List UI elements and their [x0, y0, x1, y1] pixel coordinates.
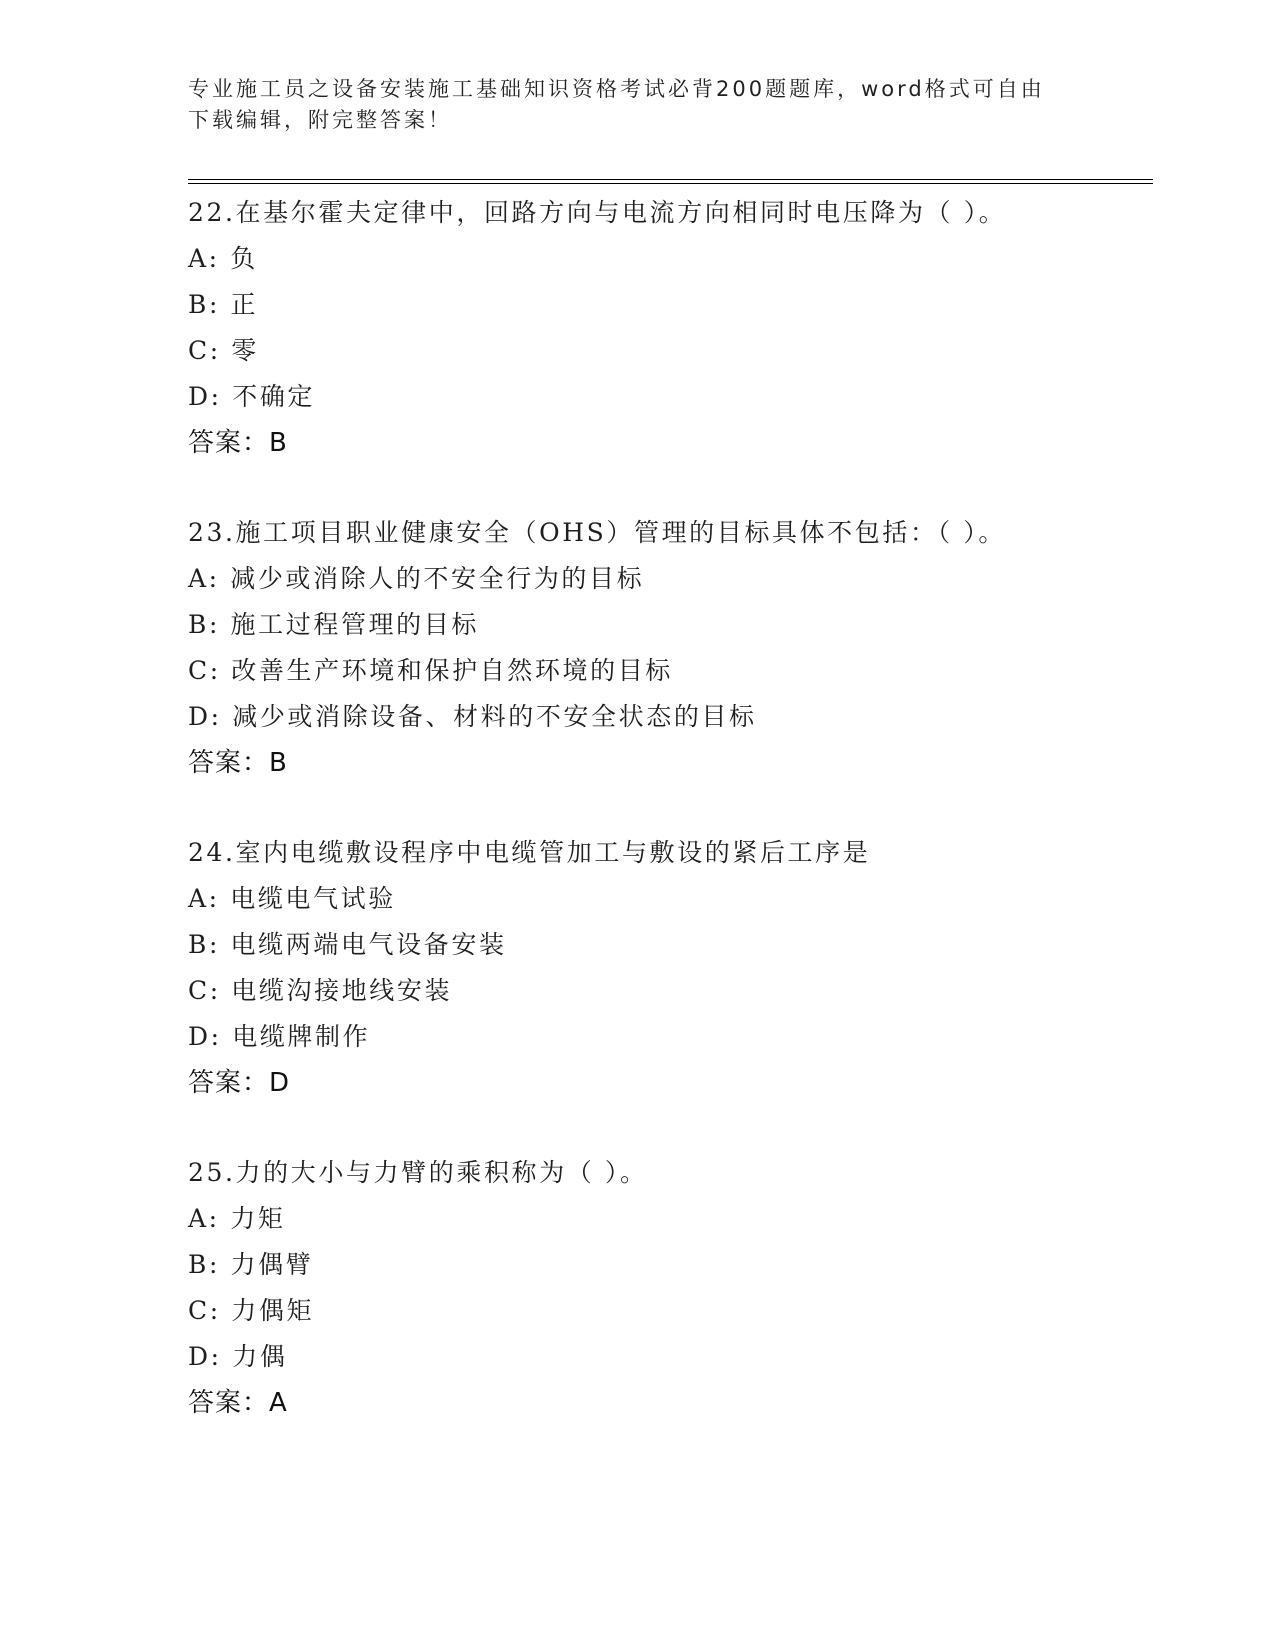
option-a: A: 减少或消除人的不安全行为的目标	[188, 564, 645, 593]
header-divider-bottom	[188, 183, 1153, 184]
option-d: D: 力偶	[188, 1342, 288, 1371]
option-b: B: 力偶臂	[188, 1250, 314, 1279]
question-22	[188, 190, 1153, 510]
option-a: A: 力矩	[188, 1204, 286, 1233]
option-d: D: 电缆牌制作	[188, 1022, 371, 1051]
option-d: D: 减少或消除设备、材料的不安全状态的目标	[188, 702, 757, 731]
option-c: C: 改善生产环境和保护自然环境的目标	[188, 656, 673, 685]
answer-line: 答案：B	[188, 748, 288, 778]
question-24	[188, 830, 1153, 1150]
option-b: B: 电缆两端电气设备安装	[188, 930, 507, 959]
option-a: A: 负	[188, 244, 258, 273]
question-stem: 22.在基尔霍夫定律中，回路方向与电流方向相同时电压降为（ ）。	[188, 198, 1007, 227]
question-23	[188, 510, 1153, 830]
header-line-2: 下载编辑，附完整答案！	[188, 108, 452, 132]
question-stem: 25.力的大小与力臂的乘积称为（ ）。	[188, 1158, 648, 1187]
option-b: B: 施工过程管理的目标	[188, 610, 479, 639]
option-a: A: 电缆电气试验	[188, 884, 396, 913]
question-25	[188, 1150, 1153, 1470]
option-c: C: 力偶矩	[188, 1296, 315, 1325]
document-header	[188, 74, 1068, 136]
answer-line: 答案：D	[188, 1068, 291, 1098]
answer-line: 答案：A	[188, 1388, 288, 1418]
option-b: B: 正	[188, 290, 259, 319]
question-stem: 24.室内电缆敷设程序中电缆管加工与敷设的紧后工序是	[188, 838, 871, 867]
question-list	[188, 190, 1153, 1470]
option-d: D: 不确定	[188, 382, 316, 411]
header-divider-top	[188, 179, 1153, 180]
option-c: C: 零	[188, 336, 259, 365]
option-c: C: 电缆沟接地线安装	[188, 976, 453, 1005]
header-line-1: 专业施工员之设备安装施工基础知识资格考试必背200题题库，word格式可自由	[188, 77, 1045, 101]
question-stem: 23.施工项目职业健康安全（OHS）管理的目标具体不包括：（ ）。	[188, 518, 1006, 547]
answer-line: 答案：B	[188, 428, 288, 458]
